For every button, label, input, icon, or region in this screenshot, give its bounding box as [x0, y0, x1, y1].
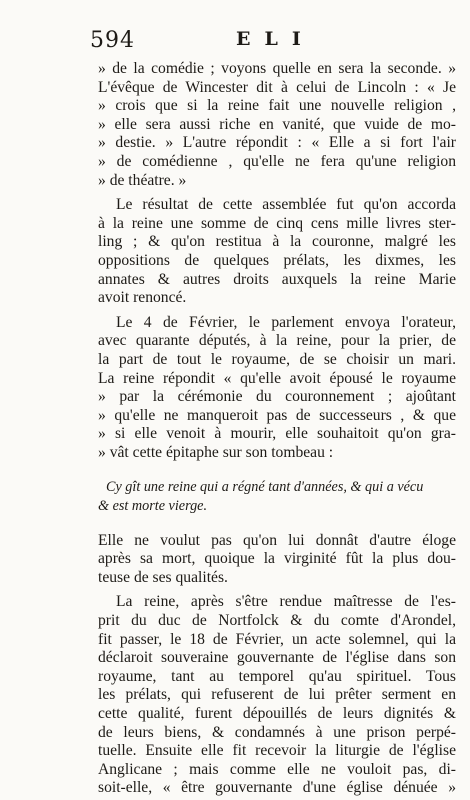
text-line: » de théatre. » — [98, 171, 187, 189]
running-head: ELI — [236, 28, 315, 50]
text-line: La reine, après s'être rendue maîtresse de l'es- — [116, 593, 456, 611]
paragraph-parliament-request — [98, 314, 456, 463]
text-line: Anglicane ; mais comme elle ne vouloit pas, di- — [98, 760, 456, 778]
text-line: » si elle venoit à mourir, elle souhaitoit qu'on gra- — [98, 425, 456, 443]
text-line: teuse de ses qualités. — [98, 568, 228, 586]
text-line: » elle sera aussi riche en vanité, que vuide de mo- — [98, 115, 456, 133]
text-line: avec quarante députés, à la reine, pour la prier, de — [98, 332, 456, 350]
text-line: » vât cette épitaphe sur son tombeau : — [98, 443, 334, 461]
text-line: les prélats, qui refuserent de lui prêter serment en — [98, 686, 456, 704]
text-line: » qu'elle ne manqueroit pas de successeurs , & que — [98, 406, 456, 424]
paragraph-assembly-result — [98, 196, 456, 308]
text-line: soit-elle, « être gouvernante d'une église dénuée » — [98, 779, 456, 797]
text-line: fit passer, le 18 de Février, un acte solemnel, qui la — [98, 630, 456, 648]
epitaph-line: & est morte vierge. — [98, 498, 208, 515]
text-line: » destie. » L'autre répondit : « Elle a si fort l'air — [98, 134, 456, 152]
text-line: ling ; & qu'on restitua à la couronne, malgré les — [98, 233, 456, 251]
text-line: cette qualité, furent dépouillés de leurs dignités & — [98, 705, 456, 722]
epitaph-quote — [98, 478, 456, 515]
text-line: royaume, tant au temporel qu'au spirituel. Tous — [98, 667, 456, 685]
text-line: tuelle. Ensuite elle fit recevoir la liturgie de l'église — [98, 742, 456, 760]
text-line: avoit renoncé. — [98, 289, 187, 307]
paragraph-supreme-governor — [98, 593, 456, 798]
text-line: » par la cérémonie du couronnement ; ajoûtant — [98, 388, 456, 406]
text-line: Elle ne voulut pas qu'on lui donnât d'autre éloge — [98, 531, 456, 549]
text-line: annates & autres droits auxquels la reine Marie — [98, 270, 456, 288]
text-line: La reine répondit « qu'elle avoit épousé le royaume — [98, 369, 456, 387]
text-line: la part de tout le royaume, de se choisir un mari. — [98, 350, 456, 368]
text-line: » de comédienne , qu'elle ne fera qu'une religion — [98, 152, 456, 170]
text-line: » de la comédie ; voyons quelle en sera la seconde. » — [98, 60, 456, 77]
page-body — [98, 60, 456, 798]
paragraph-no-other-praise — [98, 532, 456, 588]
text-line: Le résultat de cette assemblée fut qu'on accorda — [116, 196, 456, 214]
page-number: 594 — [90, 28, 135, 53]
text-line: déclaroit souveraine gouvernante de l'église dans son — [98, 649, 456, 667]
text-line: Le 4 de Février, le parlement envoya l'orateur, — [116, 313, 456, 331]
page-header — [0, 28, 470, 58]
quote-block-bishops — [98, 60, 456, 190]
text-line: prit du duc de Nortfolck & du comte d'Arondel, — [98, 612, 456, 630]
epitaph-line: Cy gît une reine qui a régné tant d'années, & qui a vécu — [106, 479, 424, 496]
text-line: de leurs biens, & condamnés à une prison perpé- — [98, 723, 456, 741]
text-line: après sa mort, quoique la virginité fût la plus dou- — [98, 550, 456, 568]
text-line: oppositions de quelques prélats, les dixmes, les — [98, 251, 456, 269]
text-line: » crois que si la reine fait une nouvelle religion , — [98, 97, 456, 115]
text-line: L'évêque de Wincester dit à celui de Lincoln : « Je — [98, 78, 456, 96]
text-line: à la reine une somme de cinq cens mille livres ster- — [98, 214, 456, 232]
